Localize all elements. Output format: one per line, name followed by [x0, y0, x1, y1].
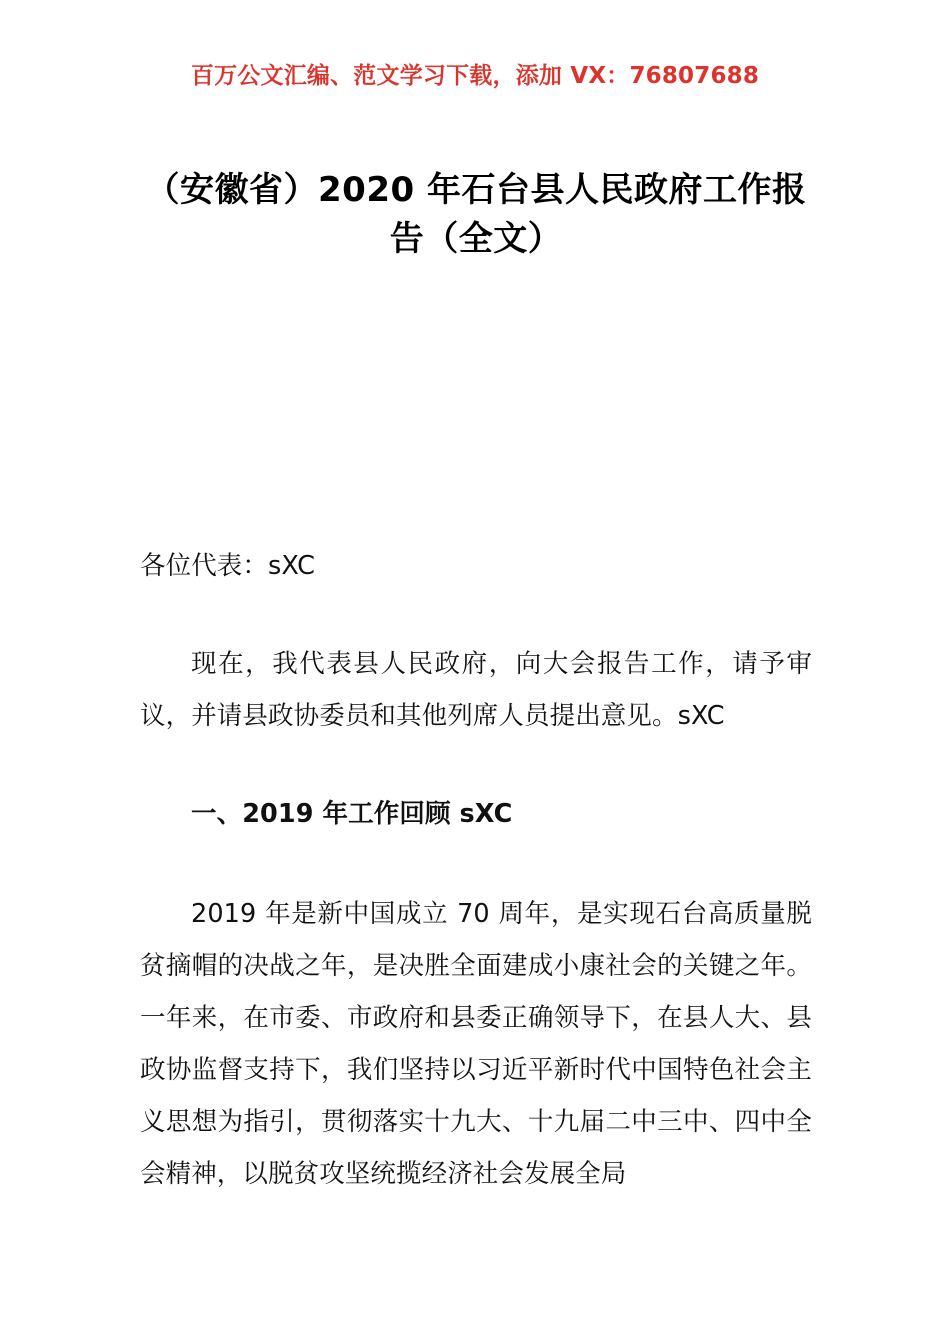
document-body	[140, 540, 812, 1200]
promo-watermark-header: 百万公文汇编、范文学习下载，添加 VX：76807688	[190, 63, 760, 89]
work-review-paragraph: 2019 年是新中国成立 70 周年，是实现石台高质量脱贫摘帽的决战之年，是决胜全面建成小康社会的关键之年。一年来，在市委、市政府和县委正确领导下，在县人大、县政协监督支持下，我们坚持以习近平新时代中国特色社会主义思想为指引，贯彻落实十九大、十九届二中三中、四中全会精神，以脱贫攻坚统揽经济社会发展全局	[140, 899, 812, 1189]
spacer-after-heading	[140, 840, 812, 888]
intro-paragraph: 现在，我代表县人民政府，向大会报告工作，请予审议，并请县政协委员和其他列席人员提出意见。sXC	[140, 649, 812, 731]
page-title: （安徽省）2020 年石台县人民政府工作报告（全文）	[145, 169, 807, 260]
spacer-before-heading	[140, 742, 812, 788]
section-heading-work-review: 一、2019 年工作回顾 sXC	[191, 799, 513, 829]
spacer-after-salutation	[140, 592, 812, 638]
salutation-line: 各位代表：sXC	[140, 551, 316, 581]
